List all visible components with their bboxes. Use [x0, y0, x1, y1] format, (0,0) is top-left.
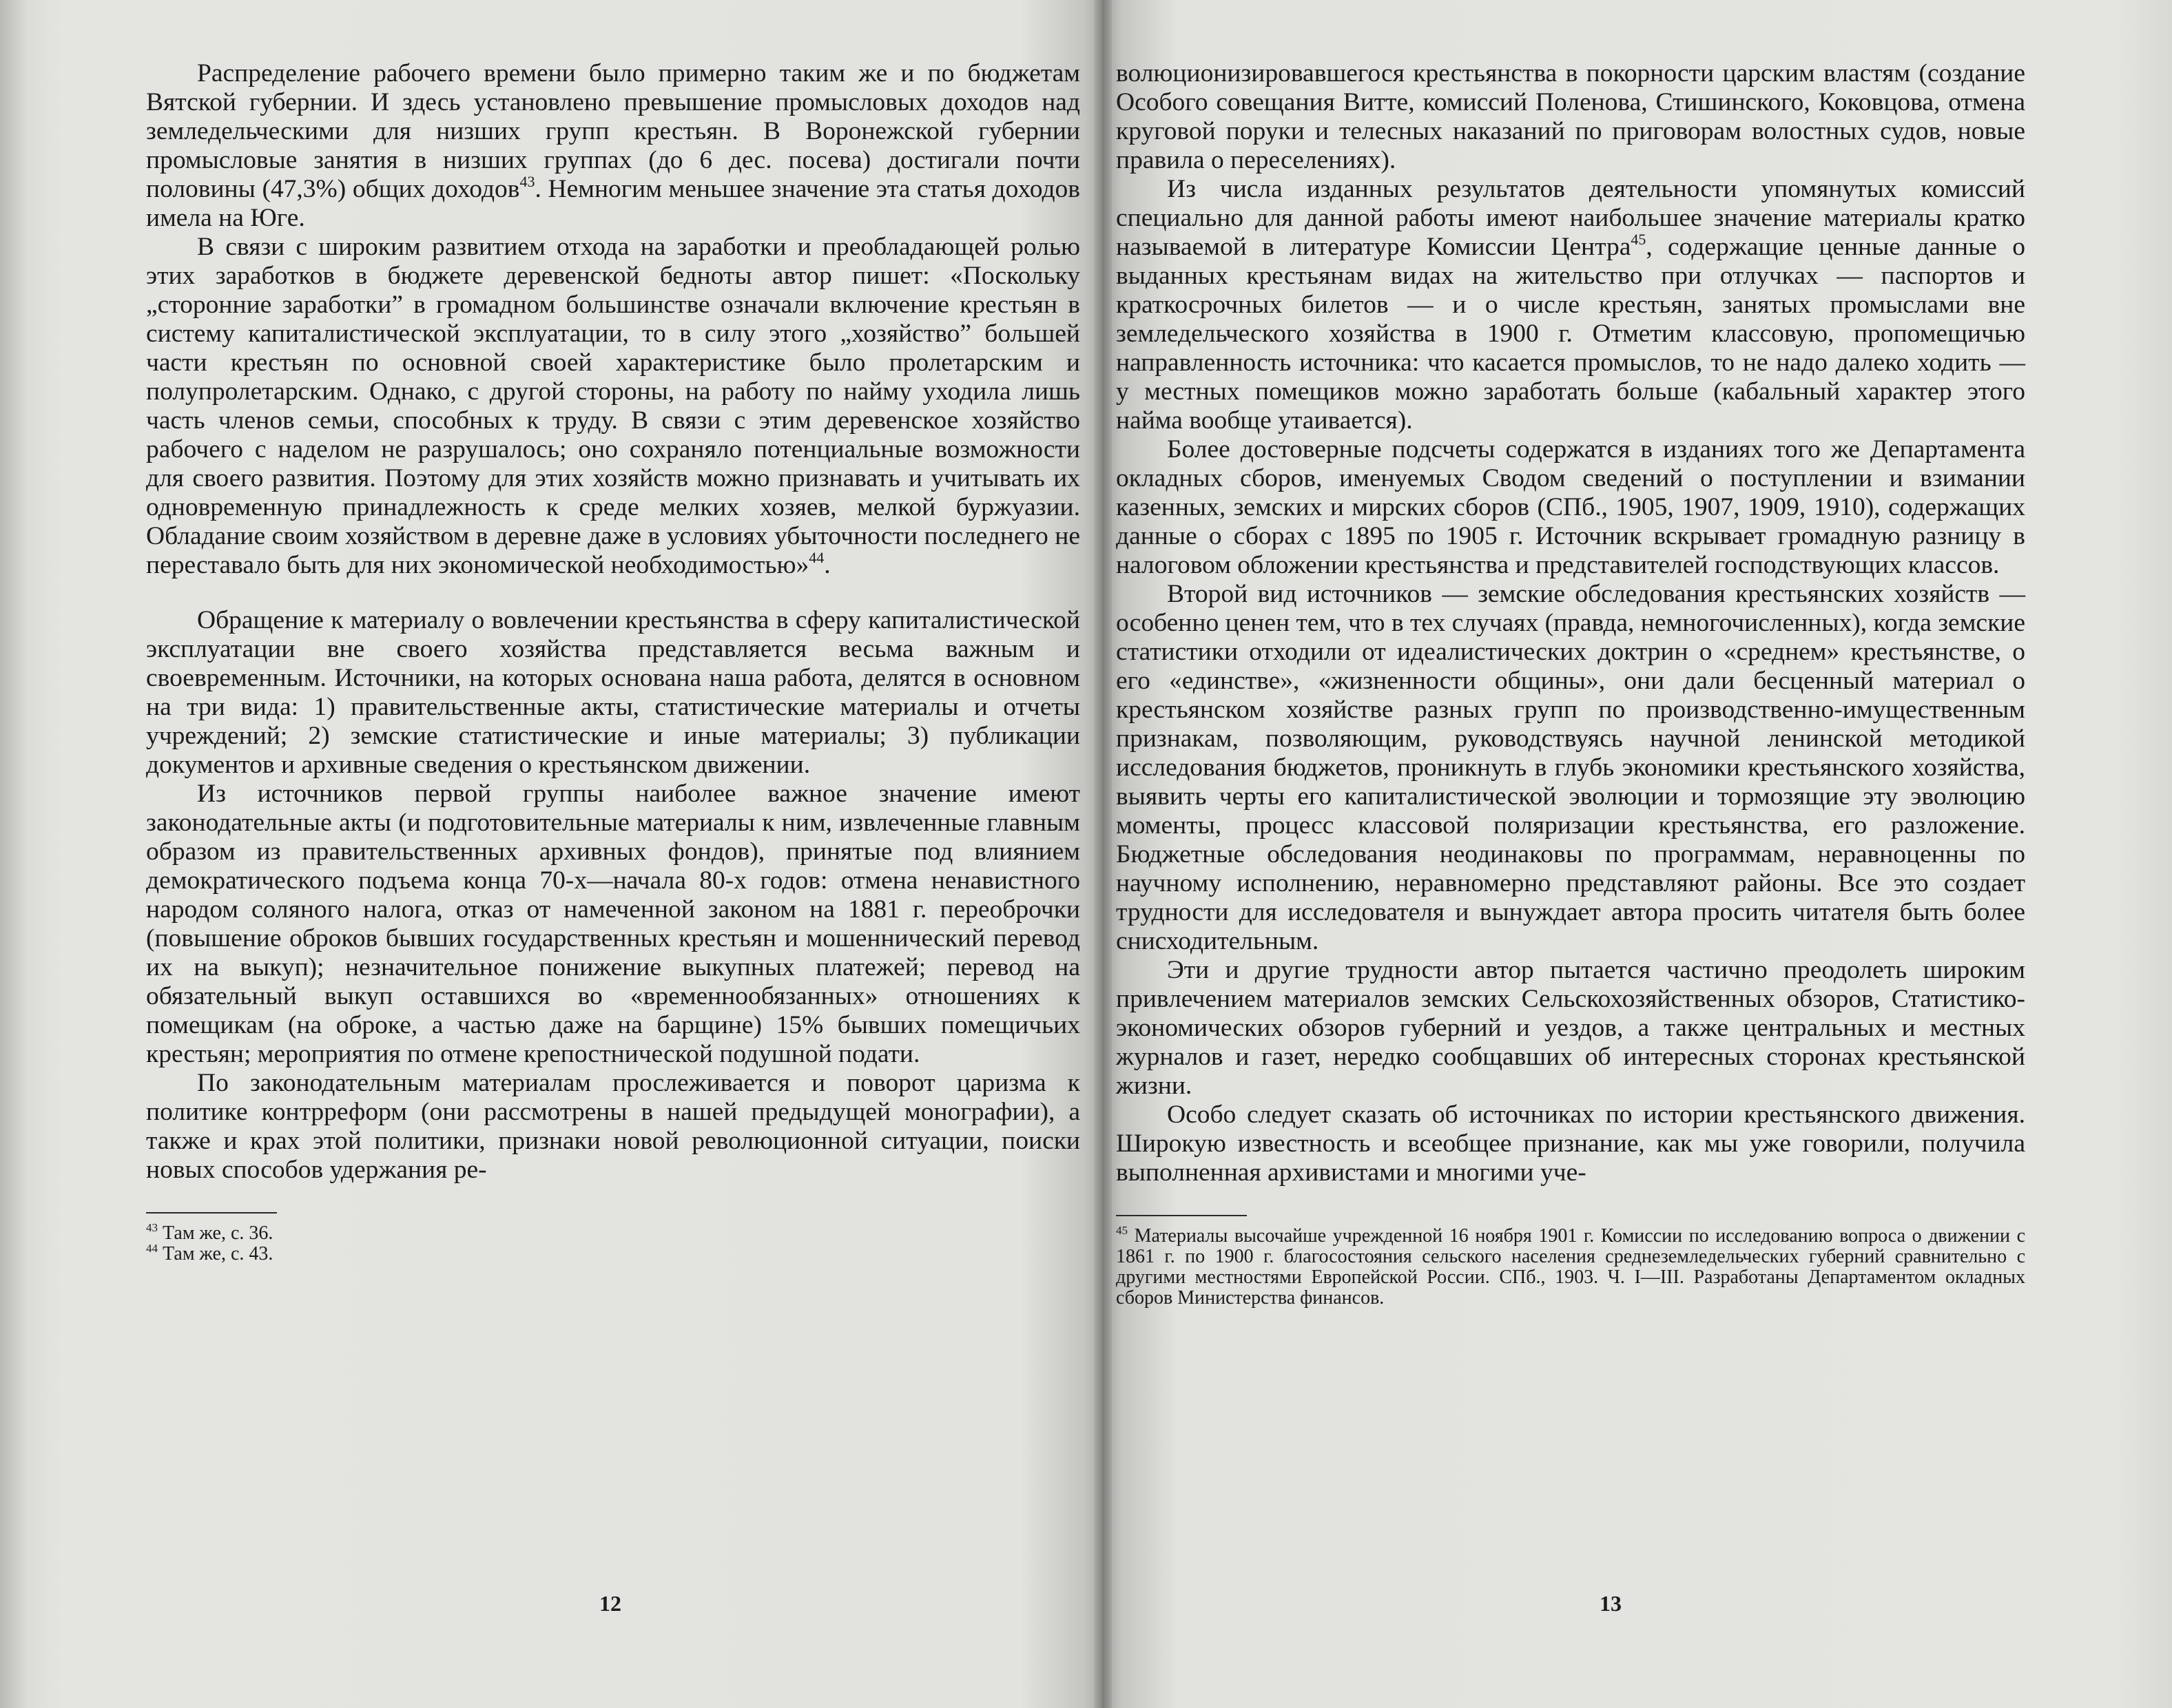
paragraph: По законодательным материалам прослеживается и поворот царизма к политике контрреформ (они рассмотрены в нашей предыдущей монографии), а также и крах этой политики, признаки новой революционной ситуации, поиски новых способов удержания ре- — [146, 1069, 1080, 1184]
paragraph: Из числа изданных результатов деятельности упомянутых комиссий специально для данной работы имеют наибольшее значение материалы кратко называемой в литературе Комиссии Центра$^{45}$, содержащие ценные данные о выданных крестьянам видах на жительство при отлучках — паспортов и краткосрочных билетов — и о числе крестьян, занятых промыслами вне земледельческого хозяйства в 1900 г. Отметим классовую, пропомещичью направленность источника: что касается промыслов, то не надо далеко ходить — у местных помещиков можно заработать больше (кабальный характер этого найма вообще утаивается). — [1116, 175, 2025, 435]
right-page-text — [1116, 59, 2025, 1309]
page-number: 13 — [1600, 1591, 1622, 1616]
footnote: $^{43}$ Там же, с. 36. — [146, 1221, 273, 1244]
paragraph: Особо следует сказать об источниках по истории крестьянского движения. Широкую известность и всеобщее признание, как мы уже говорили, получила выполненная архивистами и многими уче- — [1116, 1101, 2025, 1187]
footnote: $^{44}$ Там же, с. 43. — [146, 1242, 273, 1264]
right-page — [1102, 0, 2172, 1708]
footnote-ref: 45 — [1631, 231, 1646, 248]
footnotes — [1116, 1226, 2025, 1309]
paragraph: Эти и другие трудности автор пытается частично преодолеть широким привлечением материалов земских Сельскохозяйственных обзоров, Статистико-экономических обзоров губерний и уездов, а также центральных и местных журналов и газет, нередко сообщавших об интересных сторонах крестьянской жизни. — [1116, 956, 2025, 1100]
paragraph: Более достоверные подсчеты содержатся в изданиях того же Департамента окладных сборов, именуемых Сводом сведений о поступлении и взимании казенных, земских и мирских сборов (СПб., 1905, 1907, 1909, 1910), содержащих данные о сборах с 1895 по 1905 г. Источник вскрывает громадную разницу в налоговом обложении крестьянства и представителей господствующих классов. — [1116, 435, 2025, 579]
paragraph: Второй вид источников — земские обследования крестьянских хозяйств — особенно ценен тем, что в тех случаях (правда, немногочисленных), когда земские статистики отходили от идеалистических доктрин о «среднем» крестьянстве, о его «единстве», «жизненности общины», они дали бесценный материал о крестьянском хозяйстве разных групп по производственно-имущественным признакам, позволяющим, руководствуясь научной ленинской методикой исследования бюджетов, проникнуть в глубь экономики крестьянского хозяйства, выявить черты его капиталистической эволюции и тормозящие эту эволюцию моменты, процесс классовой поляризации крестьянства, его разложение. Бюджетные обследования неодинаковы по программам, неравноценны по научному исполнению, неравномерно представляют районы. Все это создает трудности для исследователя и вынуждает автора просить читателя быть более снисходительным. — [1116, 580, 2025, 955]
footnote-divider — [146, 1212, 277, 1214]
paragraph: Распределение рабочего времени было примерно таким же и по бюджетам Вятской губернии. И здесь установлено превышение промысловых доходов над земледельческими для низших групп крестьян. В Воронежской губернии промысловые занятия в низших группах (до 6 дес. посева) достигали почти половины (47,3%) общих доходов$^{43}$. Немногим меньшее значение эта статья доходов имела на Юге. — [146, 59, 1080, 232]
footnote-ref: 44 — [809, 549, 825, 566]
footnotes — [146, 1223, 1080, 1264]
book-gutter — [1094, 0, 1112, 1708]
footnote-divider — [1116, 1215, 1247, 1216]
left-page-text — [146, 59, 1080, 1264]
footnote: $^{45}$ Материалы высочайше учрежденной 16 ноября 1901 г. Комиссии по исследованию вопроса о движении с 1861 г. по 1900 г. благосостояния сельского населения среднеземледельческих губерний сравнительно с другими местностями Европейской России. СПб., 1903. Ч. I—III. Разработаны Департаментом окладных сборов Министерства финансов. — [1116, 1224, 2026, 1309]
paragraph: волюционизировавшегося крестьянства в покорности царским властям (создание Особого совещания Витте, комиссий Поленова, Стишинского, Коковцова, отмена круговой поруки и телесных наказаний по приговорам волостных судов, новые правила о переселениях). — [1116, 59, 2025, 174]
page-number: 12 — [599, 1591, 621, 1616]
paragraph: Из источников первой группы наиболее важное значение имеют законодательные акты (и подготовительные материалы к ним, извлеченные главным образом из правительственных архивных фондов), принятые под влиянием демократического подъема конца 70-х—начала 80-х годов: отмена ненавистного народом соляного налога, отказ от намеченной законом на 1881 г. переоброчки (повышение оброков бывших государственных крестьян и мошеннический перевод их на выкуп); незначительное понижение выкупных платежей; перевод на обязательный выкуп оставшихся во «временнообязанных» отношениях к помещикам (на оброке, а частью даже на барщине) 15% бывших помещичьих крестьян; мероприятия по отмене крепостнической подушной подати. — [146, 780, 1080, 1068]
paragraph: В связи с широким развитием отхода на заработки и преобладающей ролью этих заработков в бюджете деревенской бедноты автор пишет: «Поскольку „сторонние заработки” в громадном большинстве означали включение крестьян в систему капиталистической эксплуатации, то в силу этого „хозяйство” большей части крестьян по основной своей характеристике было пролетарским и полупролетарским. Однако, с другой стороны, на работу по найму уходила лишь часть членов семьи, способных к труду. В связи с этим деревенское хозяйство рабочего с наделом не разрушалось; оно сохраняло потенциальные возможности для своего развития. Поэтому для этих хозяйств можно признавать и учитывать их одновременную принадлежность к среде мелких хозяев, мелкой буржуазии. Обладание своим хозяйством в деревне даже в условиях убыточности последнего не переставало быть для них экономической необходимостью»$^{44}$. — [146, 233, 1080, 579]
paragraph: Обращение к материалу о вовлечении крестьянства в сферу капиталистической эксплуатации вне своего хозяйства представляется весьма важным и своевременным. Источники, на которых основана наша работа, делятся в основном на три вида: 1) правительственные акты, статистические материалы и отчеты учреждений; 2) земские статистические и иные материалы; 3) публикации документов и архивные сведения о крестьянском движении. — [146, 606, 1080, 779]
footnote-ref: 43 — [519, 173, 535, 190]
